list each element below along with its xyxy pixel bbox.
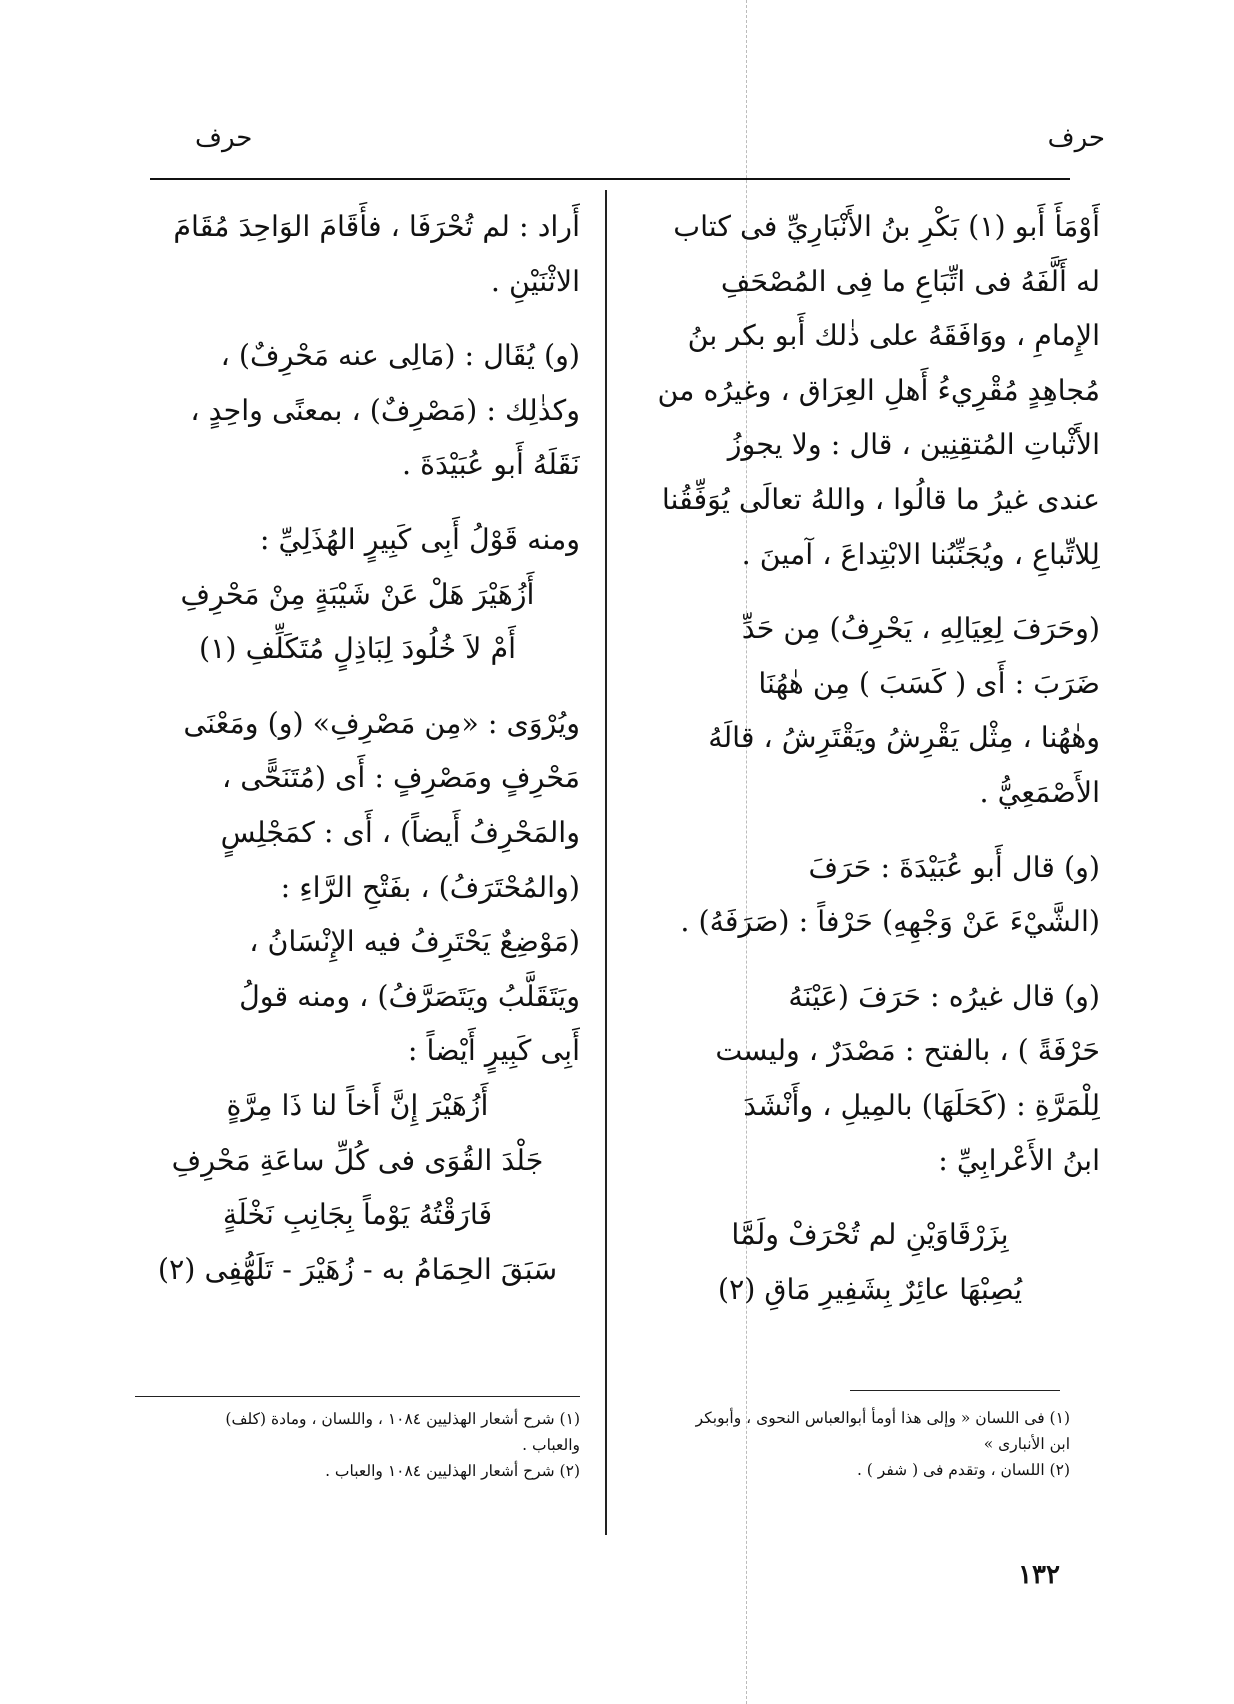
left-column xyxy=(135,200,580,1297)
text-line: لِلاتِّباعِ ، ويُجَنِّبُنا الابْتِداعَ ، آمينَ . xyxy=(741,537,1100,571)
paragraph-gap xyxy=(640,1188,1100,1208)
paragraph-gap xyxy=(135,493,580,513)
text-line: ويُرْوَى : «مِن مَصْرِفِ» (و) ومَعْنَى xyxy=(183,706,580,740)
text-line: عندى غيرُ ما قالُوا ، واللهُ تعالَى يُوَفِّقُنا xyxy=(661,482,1100,516)
text-line: الأَثْباتِ المُتقِنِين ، قال : ولا يجوزُ xyxy=(727,428,1100,462)
paragraph-gap xyxy=(135,309,580,329)
verse-line: يُصِبْهَا عائِرٌ بِشَفِيرِ مَاقِ (٢) xyxy=(717,1272,1023,1306)
text-line: (و) قال غيرُه : حَرَفَ (عَيْنَهُ xyxy=(788,979,1100,1013)
page-number: ١٣٢ xyxy=(1018,1560,1060,1590)
verse-line: أَزُهَيْرَ هَلْ عَنْ شَيْبَةٍ مِنْ مَحْرِفِ xyxy=(180,577,535,611)
footnote-line: والعباب . xyxy=(522,1436,580,1454)
text-line: الاثْنَيْنِ . xyxy=(490,264,580,298)
paragraph-gap xyxy=(640,821,1100,841)
paragraph-gap xyxy=(640,950,1100,970)
footnote-rule-left xyxy=(135,1396,580,1397)
text-line: (والمُحْتَرَفُ) ، بفَتْحِ الرَّاءِ : xyxy=(280,870,580,904)
text-line: (الشَّيْءَ عَنْ وَجْهِهِ) حَرْفاً : (صَرَفَهُ) . xyxy=(680,905,1100,939)
footnote-line: ابن الأنبارى » xyxy=(983,1435,1070,1453)
verse-line: بِزَرْقَاوَيْنِ لم تُحْرَفْ ولَمَّا xyxy=(731,1218,1009,1252)
footnote-line: (٢) شرح أشعار الهذليين ١٠٨٤ والعباب . xyxy=(325,1462,580,1480)
text-line: نَقَلَهُ أَبو عُبَيْدَةَ . xyxy=(402,448,580,482)
footnotes-left xyxy=(135,1406,580,1484)
text-line: (و) قال أَبو عُبَيْدَةَ : حَرَفَ xyxy=(808,850,1100,884)
text-line: لِلْمَرَّةِ : (كَحَلَهَا) بالمِيلِ ، وأَنْشَدَ xyxy=(743,1088,1100,1122)
text-line: الأَصْمَعِيُّ . xyxy=(979,775,1100,809)
text-line: والمَحْرِفُ أَيضاً) ، أَى : كمَجْلِسٍ xyxy=(220,815,580,849)
verse-line: أَزُهَيْرَ إِنَّ أَخاً لنا ذَا مِرَّةٍ xyxy=(226,1088,489,1122)
text-line: أَوْمَأَ أَبو (١) بَكْرِ بنُ الأَنْبَارِيِّ فى كتاب xyxy=(673,210,1100,243)
text-line: ومنه قَوْلُ أَبِى كَبِيرٍ الهُذَلِيِّ : xyxy=(259,522,580,556)
paragraph-gap xyxy=(640,582,1100,602)
text-line: ابنُ الأَعْرابِيِّ : xyxy=(938,1143,1100,1177)
text-line: (وحَرَفَ لِعِيَالِهِ ، يَحْرِفُ) مِن حَدِّ xyxy=(741,612,1100,646)
footnote-line: (١) فى اللسان « وإلى هذا أومأ أبوالعباس النحوى ، وأبوبكر xyxy=(695,1409,1070,1427)
text-line: مُجاهِدٍ مُقْرِيءُ أَهلِ العِرَاق ، وغيرُه من xyxy=(657,373,1100,407)
text-line: له أَلَّفَهُ فى اتِّبَاعِ ما فِى المُصْحَفِ xyxy=(720,264,1100,298)
footnote-line: (٢) اللسان ، وتقدم فى ( شفر ) . xyxy=(856,1461,1070,1479)
column-divider xyxy=(605,190,607,1535)
text-line: وكذٰلِك : (مَصْرِفٌ) ، بمعنًى واحِدٍ ، xyxy=(190,393,580,427)
text-line: وهٰهُنا ، مِثْل يَقْرِشُ ويَقْتَرِشُ ، قالَهُ xyxy=(708,721,1100,755)
text-line: حَرْفَةً ) ، بالفتح : مَصْدَرٌ ، وليست xyxy=(715,1034,1100,1068)
text-line: (و) يُقَال : (مَالِى عنه مَحْرِفٌ) ، xyxy=(220,339,580,373)
text-line: الإِمامِ ، ووَافَقَهُ على ذٰلك أَبو بكر بنُ xyxy=(687,319,1100,353)
footnote-rule-right xyxy=(850,1390,1060,1391)
text-line: مَحْرِفٍ ومَصْرِفٍ : أَى (مُتَنَحًّى ، xyxy=(221,761,580,795)
text-line: ضَرَبَ : أَى ( كَسَبَ ) مِن هٰهُنَا xyxy=(758,666,1100,700)
verse-line: فَارَقْتُهُ يَوْماً بِجَانِبِ نَخْلَةٍ xyxy=(222,1198,493,1232)
footnote-line: (١) شرح أشعار الهذليين ١٠٨٤ ، واللسان ، ومادة (كلف) xyxy=(225,1410,580,1428)
footnotes-right xyxy=(640,1405,1070,1483)
verse-line: جَلْدَ القُوَى فى كُلِّ ساعَةِ مَحْرِفِ xyxy=(171,1143,544,1177)
text-line: (مَوْضِعٌ يَحْتَرِفُ فيه الإِنْسَانُ ، xyxy=(249,925,580,959)
right-column xyxy=(640,200,1100,1317)
text-line: ويَتَقَلَّبُ ويَتَصَرَّفُ) ، ومنه قولُ xyxy=(239,979,580,1013)
verse-line: أَمْ لاَ خُلُودَ لِبَاذِلٍ مُتَكَلِّفِ (١) xyxy=(198,632,517,666)
paragraph-gap xyxy=(135,677,580,697)
text-line: أَراد : لم تُحْرَفَا ، فأَقَامَ الوَاحِدَ مُقَامَ xyxy=(173,210,580,243)
verse-line: سَبَقَ الحِمَامُ به - زُهَيْرَ - تَلَهُّفِى (٢) xyxy=(157,1252,558,1286)
running-head-right: حرف xyxy=(1047,123,1105,153)
running-head-left: حرف xyxy=(195,123,253,153)
header-rule xyxy=(150,178,1070,180)
text-line: أَبِى كَبِيرٍ أَيْضاً : xyxy=(407,1034,580,1068)
